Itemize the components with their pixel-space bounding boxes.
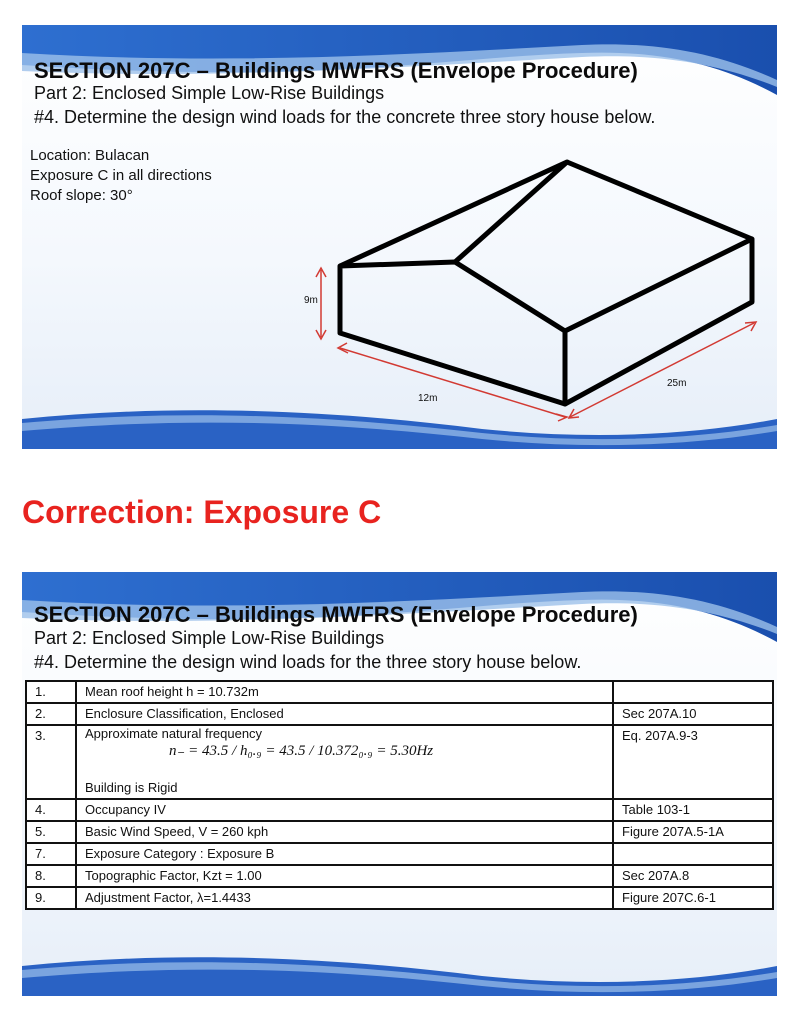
location-text: Location: Bulacan xyxy=(30,147,150,164)
table-row xyxy=(26,843,773,865)
house-roof-ridge-left xyxy=(340,162,567,266)
table-row xyxy=(26,703,773,725)
row-number: 9. xyxy=(26,887,76,909)
exposure-text: Exposure C in all directions xyxy=(30,167,212,184)
roof-slope-text: Roof slope: 30° xyxy=(30,187,133,204)
row-text: Topographic Factor, Kzt = 1.00 xyxy=(76,865,613,887)
row-number: 3. xyxy=(26,725,76,799)
row-reference: Figure 207A.5-1A xyxy=(613,821,773,843)
height-label: 9m xyxy=(304,295,318,306)
house-diagram xyxy=(22,25,777,449)
row-reference: Figure 207C.6-1 xyxy=(613,887,773,909)
row-number: 1. xyxy=(26,681,76,703)
rigid-note: Building is Rigid xyxy=(85,780,178,795)
row-number: 8. xyxy=(26,865,76,887)
slide-part: Part 2: Enclosed Simple Low-Rise Buildings xyxy=(34,628,385,648)
row-text: Adjustment Factor, λ=1.4433 xyxy=(76,887,613,909)
slide-title: SECTION 207C – Buildings MWFRS (Envelope Procedure) xyxy=(34,602,638,627)
row-frequency-cell xyxy=(76,725,613,799)
table-row xyxy=(26,681,773,703)
table-row xyxy=(26,799,773,821)
slide-footer-banner xyxy=(22,946,777,996)
slide-title: SECTION 207C – Buildings MWFRS (Envelope Procedure) xyxy=(34,58,638,83)
slide-part: Part 2: Enclosed Simple Low-Rise Buildings xyxy=(34,83,385,103)
row-text: Occupancy IV xyxy=(76,799,613,821)
problem-statement: #4. Determine the design wind loads for the concrete three story house below. xyxy=(34,107,656,127)
table-row xyxy=(26,865,773,887)
row-reference: Sec 207A.10 xyxy=(613,703,773,725)
house-side-wall xyxy=(565,239,752,404)
length-label: 25m xyxy=(667,378,687,389)
row-number: 5. xyxy=(26,821,76,843)
house-roof-ridge xyxy=(567,162,752,239)
row-number: 2. xyxy=(26,703,76,725)
row-text: Mean roof height h = 10.732m xyxy=(76,681,613,703)
frequency-formula: n₋ = 43.5 / h₀.₉ = 43.5 / 10.372₀.₉ = 5.30Hz xyxy=(169,743,434,759)
slide-footer-banner xyxy=(22,399,777,449)
row-text: Enclosure Classification, Enclosed xyxy=(76,703,613,725)
row-text: Basic Wind Speed, V = 260 kph xyxy=(76,821,613,843)
row-number: 7. xyxy=(26,843,76,865)
row-reference xyxy=(613,843,773,865)
row-reference: Sec 207A.8 xyxy=(613,865,773,887)
correction-note: Correction: Exposure C xyxy=(22,494,382,530)
row-text: Exposure Category : Exposure B xyxy=(76,843,613,865)
table-row xyxy=(26,887,773,909)
table-row xyxy=(26,821,773,843)
row-number: 4. xyxy=(26,799,76,821)
row-reference xyxy=(613,681,773,703)
slide-solution-table xyxy=(22,572,777,996)
row-reference: Table 103-1 xyxy=(613,799,773,821)
slide-problem-statement xyxy=(22,25,777,449)
width-label: 12m xyxy=(418,393,438,404)
row-text: Approximate natural frequency xyxy=(85,726,263,741)
table-row xyxy=(26,725,773,799)
problem-statement: #4. Determine the design wind loads for the three story house below. xyxy=(34,652,582,672)
row-reference: Eq. 207A.9-3 xyxy=(613,725,773,799)
solution-table xyxy=(25,680,774,910)
